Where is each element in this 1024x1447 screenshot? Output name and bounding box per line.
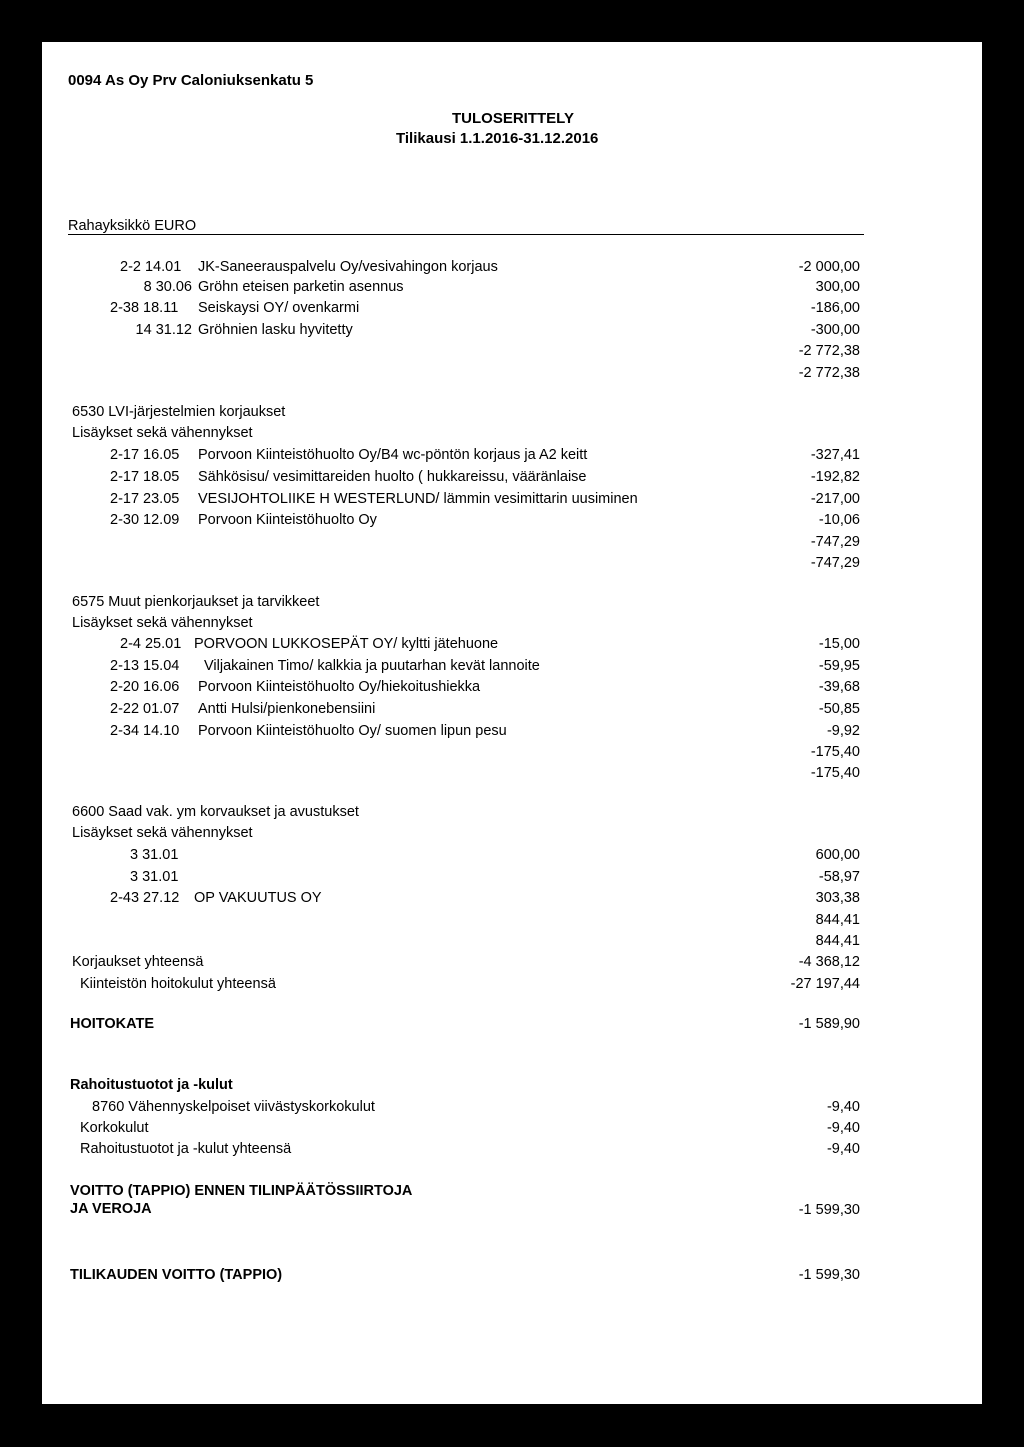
finance-row-value: -9,40 (826, 1120, 860, 1136)
entry-amount: -217,00 (810, 491, 860, 507)
finance-title: Rahoitustuotot ja -kulut (70, 1077, 233, 1093)
section-title: 6600 Saad vak. ym korvaukset ja avustukset (72, 804, 359, 820)
entry-description: Porvoon Kiinteistöhuolto Oy/ suomen lipun pesu (198, 723, 507, 739)
repairs-total-label: Korjaukset yhteensä (72, 954, 204, 970)
entry-ref: 2-13 15.04 (110, 658, 180, 674)
entry-amount: -9,92 (826, 723, 860, 739)
entry-description: Antti Hulsi/pienkonebensiini (198, 701, 376, 717)
entry-ref: 2-2 14.01 (120, 259, 182, 275)
section-subtotal: -747,29 (810, 534, 860, 550)
entry-amount: -192,82 (810, 469, 860, 485)
currency-unit: Rahayksikkö EURO (68, 218, 197, 234)
entry-ref: 3 31.01 (130, 847, 179, 863)
entry-ref: 2-17 16.05 (110, 447, 180, 463)
company-name: 0094 As Oy Prv Caloniuksenkatu 5 (68, 72, 314, 89)
entry-amount: -186,00 (810, 300, 860, 316)
result-label-line1: VOITTO (TAPPIO) ENNEN TILINPÄÄTÖSSIIRTOJA (70, 1183, 413, 1199)
section-title: 6575 Muut pienkorjaukset ja tarvikkeet (72, 594, 320, 610)
section-total: -2 772,38 (798, 365, 860, 381)
entry-amount: -39,68 (818, 679, 860, 695)
entry-description: Sähkösisu/ vesimittareiden huolto ( hukkareissu, vääränlaise (198, 469, 587, 485)
entry-description: Gröhn eteisen parketin asennus (198, 279, 404, 295)
section-subtotal: 844,41 (815, 912, 860, 928)
section-subtitle: Lisäykset sekä vähennykset (72, 425, 253, 441)
entry-description: Gröhnien lasku hyvitetty (198, 322, 353, 338)
entry-ref: 2-17 18.05 (110, 469, 180, 485)
entry-description: PORVOON LUKKOSEPÄT OY/ kyltti jätehuone (194, 636, 499, 652)
hoitokate-value: -1 589,90 (798, 1016, 860, 1032)
result-value: -1 599,30 (798, 1202, 860, 1218)
entry-amount: -10,06 (818, 512, 860, 528)
entry-description: OP VAKUUTUS OY (194, 890, 322, 906)
entry-description: JK-Saneerauspalvelu Oy/vesivahingon korjaus (198, 259, 498, 275)
finance-row-value: -9,40 (826, 1099, 860, 1115)
entry-ref: 14 31.12 (135, 322, 192, 338)
entry-ref: 2-22 01.07 (110, 701, 180, 717)
hoitokate-label: HOITOKATE (70, 1016, 155, 1032)
entry-ref: 2-34 14.10 (110, 723, 180, 739)
header-divider (68, 234, 864, 235)
finance-total-value: -9,40 (826, 1141, 860, 1157)
entry-amount: -300,00 (810, 322, 860, 338)
section-subtitle: Lisäykset sekä vähennykset (72, 615, 253, 631)
final-result-label: TILIKAUDEN VOITTO (TAPPIO) (70, 1267, 283, 1283)
section-total: 844,41 (815, 933, 860, 949)
finance-row-label: 8760 Vähennyskelpoiset viivästyskorkokulut (92, 1099, 375, 1115)
report-period: Tilikausi 1.1.2016-31.12.2016 (396, 130, 599, 147)
entry-amount: -2 000,00 (798, 259, 860, 275)
entry-amount: 600,00 (815, 847, 860, 863)
entry-amount: -50,85 (818, 701, 860, 717)
entry-ref: 2-20 16.06 (110, 679, 180, 695)
entry-ref: 2-30 12.09 (110, 512, 180, 528)
result-label-line2: JA VEROJA (70, 1201, 152, 1217)
entry-amount: -59,95 (818, 658, 860, 674)
entry-description: Porvoon Kiinteistöhuolto Oy/hiekoitushiekka (198, 679, 481, 695)
report-title: TULOSERITTELY (452, 110, 574, 127)
entry-description: Porvoon Kiinteistöhuolto Oy (198, 512, 377, 528)
entry-amount: 303,38 (815, 890, 860, 906)
maintenance-total-label: Kiinteistön hoitokulut yhteensä (80, 976, 276, 992)
report-page (42, 42, 982, 1404)
entry-amount: -327,41 (810, 447, 860, 463)
finance-row-label: Korkokulut (80, 1120, 149, 1136)
entry-ref: 2-4 25.01 (120, 636, 182, 652)
section-title: 6530 LVI-järjestelmien korjaukset (72, 404, 286, 420)
entry-ref: 2-43 27.12 (110, 890, 180, 906)
section-total: -175,40 (810, 765, 860, 781)
entry-ref: 8 30.06 (143, 279, 192, 295)
entry-ref: 3 31.01 (130, 869, 179, 885)
entry-ref: 2-17 23.05 (110, 491, 180, 507)
entry-amount: 300,00 (815, 279, 860, 295)
entry-description: Viljakainen Timo/ kalkkia ja puutarhan kevät lannoite (204, 658, 540, 674)
entry-amount: -58,97 (818, 869, 860, 885)
entry-description: Porvoon Kiinteistöhuolto Oy/B4 wc-pöntön korjaus ja A2 keitt (198, 447, 588, 463)
entry-amount: -15,00 (818, 636, 860, 652)
section-subtotal: -175,40 (810, 744, 860, 760)
entry-description: Seiskaysi OY/ ovenkarmi (198, 300, 360, 316)
entry-description: VESIJOHTOLIIKE H WESTERLUND/ lämmin vesimittarin uusiminen (198, 491, 638, 507)
entry-ref: 2-38 18.11 (110, 300, 179, 316)
section-total: -747,29 (810, 555, 860, 571)
repairs-total-value: -4 368,12 (798, 954, 860, 970)
section-subtotal: -2 772,38 (798, 343, 860, 359)
finance-total-label: Rahoitustuotot ja -kulut yhteensä (80, 1141, 292, 1157)
final-result-value: -1 599,30 (798, 1267, 860, 1283)
maintenance-total-value: -27 197,44 (790, 976, 860, 992)
section-subtitle: Lisäykset sekä vähennykset (72, 825, 253, 841)
